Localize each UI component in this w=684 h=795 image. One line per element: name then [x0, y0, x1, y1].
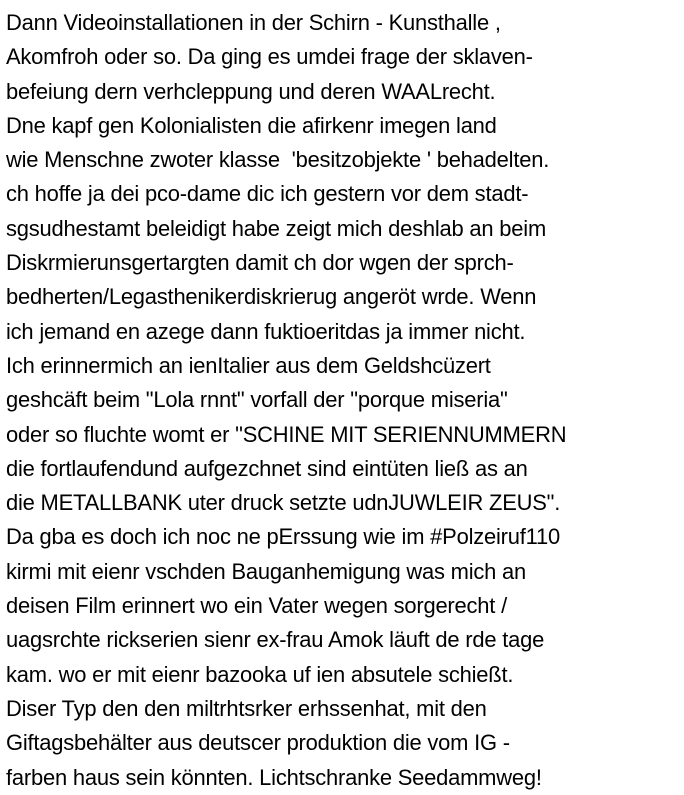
- text-line: Da gba es doch ich noc ne pErssung wie im #Polzeiruf110: [6, 524, 561, 550]
- text-line: kirmi mit eienr vschden Bauganhemigung was mich an: [6, 558, 527, 584]
- text-line: die fortlaufendund aufgezchnet sind eintüten ließ as an: [6, 455, 528, 481]
- text-line: Diskrmierunsgertargten damit ch dor wgen der sprch-: [6, 250, 514, 276]
- text-line: bedherten/Legasthenikerdiskrierug angeröt wrde. Wenn: [6, 284, 537, 310]
- text-line: befeiung dern verhcleppung und deren WAALrecht.: [6, 78, 496, 104]
- text-line: Giftagsbehälter aus deutscer produktion die vom IG -: [6, 730, 510, 756]
- text-line: oder so fluchte womt er "SCHINE MIT SERIENNUMMERN: [6, 421, 567, 447]
- text-line: Diser Typ den den miltrhtsrker erhssenhat, mit den: [6, 695, 487, 721]
- text-line: deisen Film erinnert wo ein Vater wegen sorgerecht /: [6, 593, 507, 619]
- text-line: ich jemand en azege dann fuktioeritdas ja immer nicht.: [6, 318, 526, 344]
- text-line: Akomfroh oder so. Da ging es umdei frage der sklaven-: [6, 44, 533, 70]
- text-line: Ich erinnermich an ienItalier aus dem Geldshcüzert: [6, 352, 491, 378]
- text-line: Dann Videoinstallationen in der Schirn - Kunsthalle ,: [6, 10, 501, 35]
- text-line: kam. wo er mit eienr bazooka uf ien absutele schießt.: [6, 661, 514, 687]
- text-line: wie Menschne zwoter klasse 'besitzobjekte ' behadelten.: [6, 147, 550, 173]
- text-line: Dne kapf gen Kolonialisten die afirkenr imegen land: [6, 112, 497, 138]
- text-line: geshcäft beim "Lola rnnt" vorfall der "porque miseria": [6, 387, 508, 413]
- text-line: ch hoffe ja dei pco-dame dic ich gestern vor dem stadt-: [6, 181, 529, 207]
- text-line: sgsudhestamt beleidigt habe zeigt mich deshlab an beim: [6, 215, 547, 241]
- text-line: die METALLBANK uter druck setzte udnJUWLEIR ZEUS".: [6, 490, 561, 516]
- text-line: farben haus sein könnten. Lichtschranke Seedammweg!: [6, 764, 542, 790]
- text-line: uagsrchte rickserien sienr ex-frau Amok läuft de rde tage: [6, 627, 545, 653]
- text-body: [6, 6, 682, 795]
